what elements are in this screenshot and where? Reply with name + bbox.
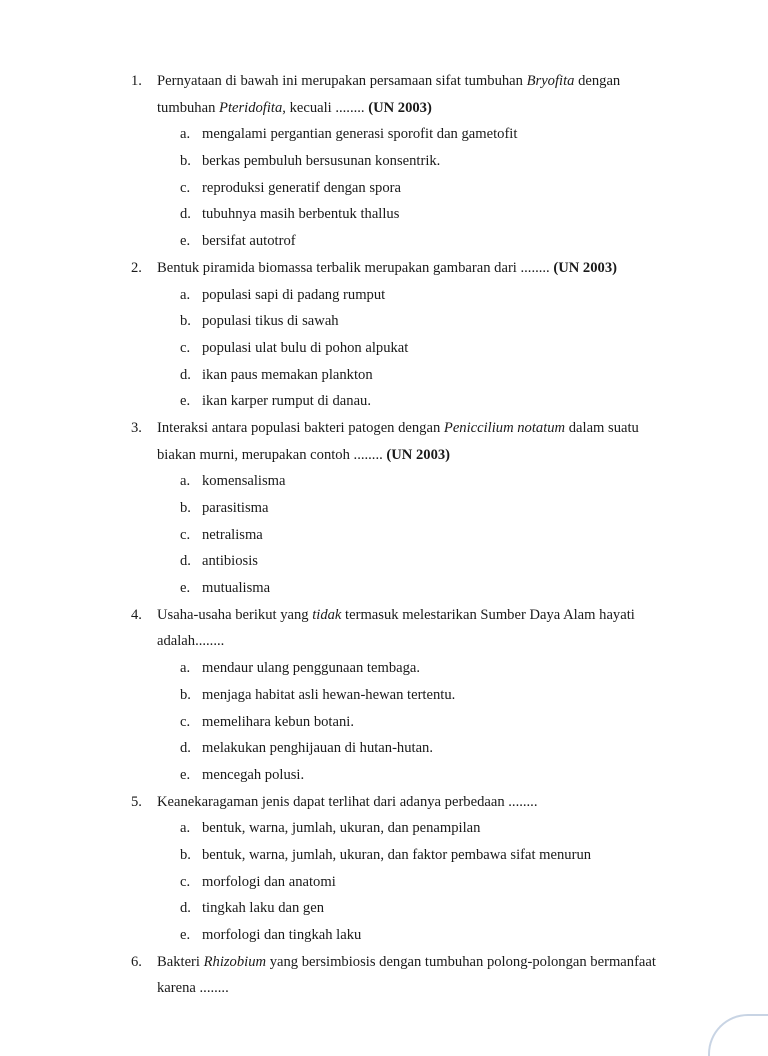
option-text: mutualisma [202,580,271,597]
option-letter: b. [180,846,191,863]
text-run: Usaha-usaha berikut yang [157,606,313,623]
option-text: bentuk, warna, jumlah, ukuran, dan penampilan [202,820,481,837]
answer-option [0,148,768,175]
question-number: 6. [131,953,142,970]
answer-option [0,575,768,602]
option-text: mendaur ulang penggunaan tembaga. [202,660,421,677]
question-text [157,442,450,469]
option-text: ikan karper rumput di danau. [202,393,371,410]
text-run: karena ........ [157,980,229,997]
option-text: morfologi dan anatomi [202,873,336,890]
answer-option [0,201,768,228]
question-number: 1. [131,73,142,89]
option-letter: d. [180,366,191,383]
answer-option [0,308,768,335]
text-run: termasuk melestarikan Sumber Daya Alam hayati [341,606,635,623]
question-line [0,68,768,95]
option-letter: e. [180,233,191,250]
italic-term: Pteridofita [219,99,283,116]
italic-term: tidak [312,606,342,623]
answer-option [0,388,768,415]
question-3 [0,415,768,602]
option-text: mengalami pergantian generasi sporofit dan gametofit [202,126,518,143]
text-run: dengan [574,73,621,89]
text-run: Interaksi antara populasi bakteri patogen dengan [157,419,444,436]
option-text: populasi tikus di sawah [202,313,339,330]
answer-option [0,842,768,869]
question-line [0,415,768,442]
text-run: biakan murni, merupakan contoh ........ [157,446,387,463]
option-letter: a. [180,473,191,490]
answer-option [0,228,768,255]
option-text: bersifat autotrof [202,233,296,250]
option-text: morfologi dan tingkah laku [202,927,362,943]
option-text: populasi ulat bulu di pohon alpukat [202,339,409,356]
italic-term: Peniccilium notatum [443,419,566,436]
question-text [157,415,639,442]
option-letter: c. [180,179,191,196]
italic-term: Rhizobium [203,953,267,970]
question-text [157,789,537,816]
option-letter: a. [180,126,191,143]
question-line [0,602,768,629]
option-text: tubuhnya masih berbentuk thallus [202,206,400,223]
option-text: menjaga habitat asli hewan-hewan tertentu. [202,686,456,703]
question-text [157,628,224,655]
text-run: , kecuali ........ [282,99,369,116]
answer-option [0,895,768,922]
option-text: mencegah polusi. [202,766,305,783]
option-letter: e. [180,766,191,783]
text-run: Bakteri [157,953,204,970]
question-line [0,975,768,1002]
question-line [0,255,768,282]
answer-option [0,655,768,682]
question-6 [0,949,768,1002]
option-text: komensalisma [202,473,286,490]
text-run: Bentuk piramida biomassa terbalik merupakan gambaran dari ........ [157,259,554,276]
option-letter: b. [180,500,191,516]
option-letter: e. [180,927,191,943]
text-run: tumbuhan [157,99,220,116]
option-letter: a. [180,660,191,677]
option-letter: d. [180,206,191,223]
question-text [157,95,432,122]
option-text: memelihara kebun botani. [202,713,354,730]
answer-option [0,522,768,549]
question-text [157,975,229,1002]
option-letter: d. [180,553,191,570]
text-run: Pernyataan di bawah ini merupakan persamaan sifat tumbuhan [157,73,527,89]
option-letter: d. [180,740,191,757]
option-text: melakukan penghijauan di hutan-hutan. [202,740,433,757]
answer-option [0,762,768,789]
answer-option [0,682,768,709]
answer-option [0,922,768,949]
option-text: antibiosis [202,553,258,570]
option-letter: e. [180,393,191,410]
question-5 [0,789,768,949]
answer-option [0,362,768,389]
answer-option [0,282,768,309]
option-letter: b. [180,153,191,170]
italic-term: Bryofita [526,73,575,89]
option-letter: c. [180,339,191,356]
option-text: parasitisma [202,500,269,516]
question-number: 3. [131,419,142,436]
option-text: reproduksi generatif dengan spora [202,179,401,196]
option-letter: a. [180,820,191,837]
question-2 [0,255,768,415]
question-4 [0,602,768,789]
question-line [0,628,768,655]
question-number: 2. [131,259,142,276]
answer-option [0,815,768,842]
option-letter: b. [180,686,191,703]
answer-option [0,335,768,362]
text-run: dalam suatu [565,419,639,436]
option-text: ikan paus memakan plankton [202,366,373,383]
quiz-document [0,68,768,1002]
option-letter: e. [180,580,191,597]
option-text: berkas pembuluh bersusunan konsentrik. [202,153,441,170]
answer-option [0,548,768,575]
question-number: 5. [131,793,142,810]
text-run: adalah........ [157,633,225,650]
option-letter: d. [180,900,191,917]
option-letter: c. [180,873,191,890]
answer-option [0,709,768,736]
question-text [157,949,656,976]
source-tag: (UN 2003) [386,446,451,463]
option-letter: a. [180,286,191,303]
page-curl-decoration [708,1014,768,1056]
question-line [0,949,768,976]
question-text [157,255,617,282]
option-text: populasi sapi di padang rumput [202,286,386,303]
question-1 [0,68,768,255]
question-line [0,95,768,122]
source-tag: (UN 2003) [553,259,617,276]
answer-option [0,175,768,202]
option-text: netralisma [202,526,263,543]
option-letter: c. [180,526,191,543]
text-run: Keanekaragaman jenis dapat terlihat dari adanya perbedaan ........ [157,793,538,810]
answer-option [0,735,768,762]
text-run: yang bersimbiosis dengan tumbuhan polong-polongan bermanfaat [266,953,656,970]
source-tag: (UN 2003) [368,99,432,116]
question-text [157,68,620,95]
option-text: bentuk, warna, jumlah, ukuran, dan faktor pembawa sifat menurun [202,846,592,863]
option-text: tingkah laku dan gen [202,900,324,917]
answer-option [0,468,768,495]
question-number: 4. [131,606,142,623]
answer-option [0,495,768,522]
option-letter: c. [180,713,191,730]
answer-option [0,121,768,148]
question-line [0,789,768,816]
question-line [0,442,768,469]
option-letter: b. [180,313,191,330]
answer-option [0,869,768,896]
question-text [157,602,635,629]
